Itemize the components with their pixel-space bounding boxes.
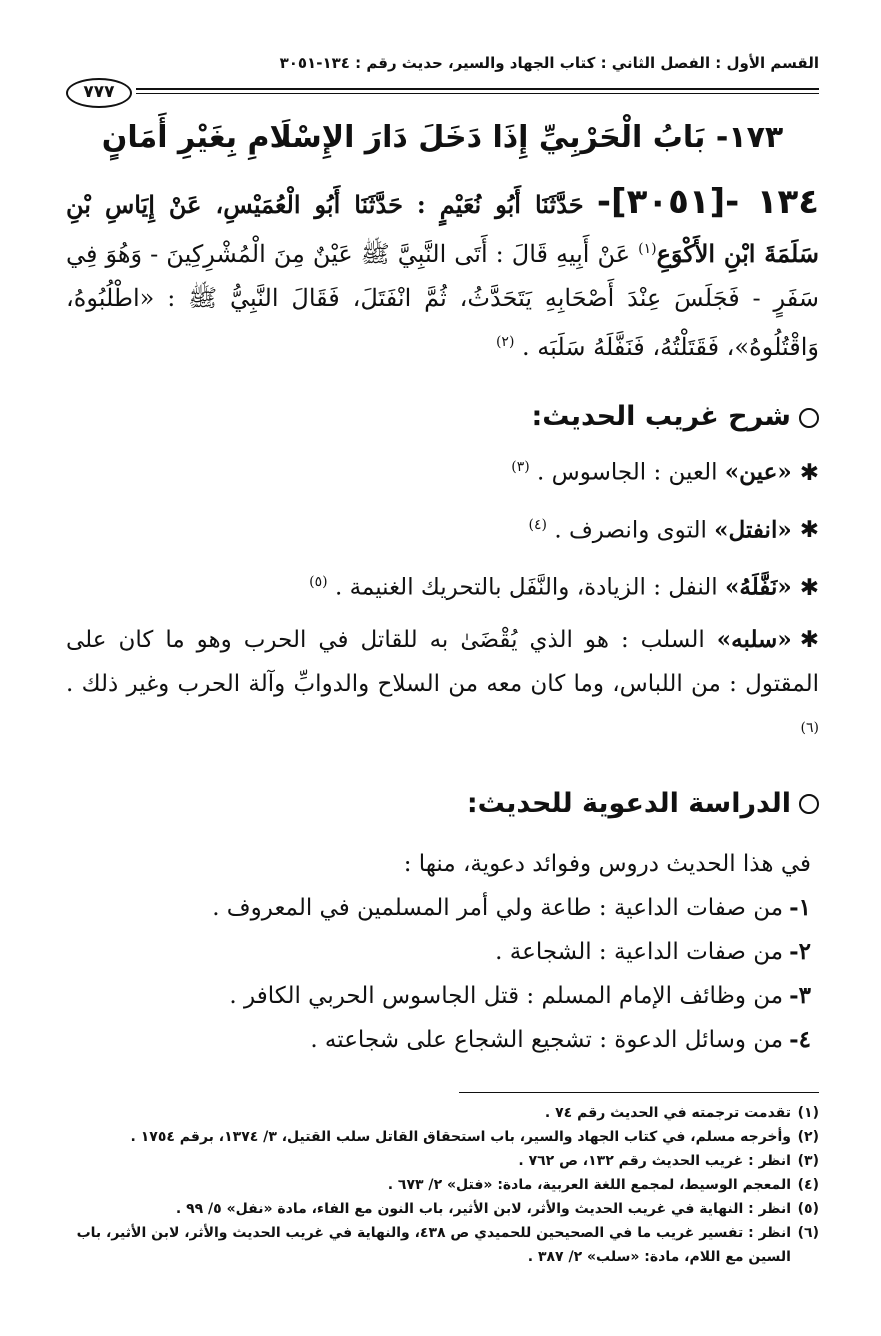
lesson-item bbox=[66, 974, 819, 1018]
footnote-ref[interactable]: (٤) bbox=[528, 516, 548, 533]
dawa-intro: في هذا الحديث دروس وفوائد دعوية، منها : bbox=[403, 850, 811, 877]
hadith-matn: عَنْ أَبِيهِ قَالَ : أَتَى النَّبِيَّ ﷺ عَيْنٌ مِنَ الْمُشْرِكِينَ - وَهُوَ فِي سَفَرٍ - فَجَلَسَ عِنْدَ أَصْحَابِهِ يَتَحَدَّثُ، ثُمَّ انْفَتَلَ، فَقَالَ النَّبِيُّ ﷺ : «اطْلُبُوهُ، وَاقْتُلُوهُ»، فَقَتَلْتُهُ، فَنَفَّلَهُ سَلَبَه . bbox=[66, 240, 819, 361]
lesson-number: ٢- bbox=[789, 937, 811, 965]
asterisk-icon: ✱ bbox=[799, 574, 819, 601]
asterisk-icon: ✱ bbox=[799, 459, 819, 486]
footnote bbox=[66, 1125, 819, 1149]
footnote bbox=[66, 1221, 819, 1269]
footnote bbox=[66, 1197, 819, 1221]
gloss-term: «سلبه» bbox=[716, 625, 792, 653]
header-rule-row bbox=[66, 78, 819, 108]
footnote-ref[interactable]: (٢) bbox=[495, 334, 515, 350]
dawa-heading-text: الدراسة الدعوية للحديث: bbox=[466, 787, 791, 819]
running-header: القسم الأول : الفصل الثاني : كتاب الجهاد والسير، حديث رقم : ١٣٤-٣٠٥١ bbox=[279, 54, 819, 72]
footnote-number: (١) bbox=[797, 1104, 819, 1121]
lesson-number: ١- bbox=[789, 893, 811, 921]
lesson-number: ٤- bbox=[789, 1025, 811, 1053]
lesson-text: من وسائل الدعوة : تشجيع الشجاع على شجاعته . bbox=[310, 1026, 784, 1053]
footnote-text: انظر : تفسير غريب ما في الصحيحين للحميدي ص ٤٣٨، والنهاية في غريب الحديث والأثر، لابن الأثير، باب السين مع اللام، مادة: «سلب» ٢/ ٣٨٧ . bbox=[76, 1224, 791, 1265]
lesson-text: من صفات الداعية : الشجاعة . bbox=[495, 938, 784, 965]
gloss-term: «عين» bbox=[724, 458, 792, 486]
lesson-text: من صفات الداعية : طاعة ولي أمر المسلمين في المعروف . bbox=[212, 894, 784, 921]
lesson-item bbox=[66, 930, 819, 974]
hadith-text bbox=[66, 180, 819, 369]
footnote-ref[interactable]: (٦) bbox=[800, 719, 819, 736]
footnote-ref[interactable]: (٣) bbox=[511, 459, 530, 475]
chapter-title: ١٧٣- بَابُ الْحَرْبِيِّ إِذَا دَخَلَ دَارَ الإِسْلَامِ بِغَيْرِ أَمَانٍ bbox=[101, 120, 784, 155]
gloss-text: النفل : الزيادة، والنَّفَل بالتحريك الغنيمة . bbox=[334, 574, 725, 601]
footnote-separator bbox=[459, 1092, 819, 1093]
gloss-item bbox=[66, 445, 819, 495]
footnote bbox=[66, 1173, 819, 1197]
gloss-text: السلب : هو الذي يُقْضَىٰ به للقاتل في الحرب وهو ما كان على المقتول : من اللباس، وما كان معه من السلاح والدوابِّ وآلة الحرب وغير ذلك . bbox=[66, 626, 819, 697]
gloss-item bbox=[66, 503, 819, 553]
footnote-text: تقدمت ترجمته في الحديث رقم ٧٤ . bbox=[544, 1104, 791, 1121]
gloss-text: العين : الجاسوس . bbox=[537, 459, 725, 486]
gloss-text: التوى وانصرف . bbox=[554, 517, 715, 544]
lesson-number: ٣- bbox=[789, 981, 811, 1009]
footnote-number: (٣) bbox=[797, 1152, 819, 1169]
gloss-item bbox=[66, 618, 819, 756]
footnote-ref[interactable]: (٥) bbox=[309, 574, 328, 591]
gharib-heading bbox=[66, 397, 819, 437]
header-rule bbox=[136, 88, 819, 94]
dawa-heading bbox=[66, 784, 819, 824]
lesson-text: من وظائف الإمام المسلم : قتل الجاسوس الحربي الكافر . bbox=[229, 982, 784, 1009]
footnote bbox=[66, 1101, 819, 1125]
book-page bbox=[66, 52, 819, 1336]
footnote-text: انظر : غريب الحديث رقم ١٣٢، ص ٧٦٢ . bbox=[518, 1152, 791, 1169]
footnote-text: وأخرجه مسلم، في كتاب الجهاد والسير، باب استحقاق القاتل سلب القتيل، ٣/ ١٣٧٤، برقم ١٧٥٤ . bbox=[130, 1128, 791, 1145]
footnote-text: انظر : النهاية في غريب الحديث والأثر، لابن الأثير، باب النون مع الفاء، مادة «نفل» ٥/ ٩٩ . bbox=[175, 1200, 791, 1217]
gloss-term: «انفتل» bbox=[714, 516, 792, 544]
footnote-ref[interactable]: (١) bbox=[638, 241, 657, 257]
asterisk-icon: ✱ bbox=[799, 517, 819, 544]
circle-bullet-icon bbox=[799, 794, 819, 814]
footnote-text: المعجم الوسيط، لمجمع اللغة العربية، مادة: «فتل» ٢/ ٦٧٣ . bbox=[387, 1176, 791, 1193]
footnote bbox=[66, 1149, 819, 1173]
footnote-number: (٤) bbox=[797, 1176, 819, 1193]
footnotes bbox=[66, 1101, 819, 1269]
page-number-badge: ٧٧٧ bbox=[66, 78, 132, 108]
hadith-number: ١٣٤ -[٣٠٥١]- bbox=[596, 182, 819, 222]
circle-bullet-icon bbox=[799, 408, 819, 428]
gloss-item bbox=[66, 560, 819, 610]
footnote-number: (٥) bbox=[797, 1200, 819, 1217]
footnote-number: (٦) bbox=[797, 1224, 819, 1241]
lesson-item bbox=[66, 1018, 819, 1062]
gharib-heading-text: شرح غريب الحديث: bbox=[531, 401, 791, 432]
footnote-number: (٢) bbox=[797, 1128, 819, 1145]
hadith-narrators: حَدَّثَنَا أَبُو نُعَيْمٍ : حَدَّثَنَا أَبُو الْعُمَيْسِ، عَنْ إِيَاسِ بْنِ سَلَمَةَ ابْنِ الأَكْوَعِ bbox=[66, 190, 819, 268]
asterisk-icon: ✱ bbox=[799, 626, 819, 653]
lesson-item bbox=[66, 886, 819, 930]
gloss-term: «نَفَّلَهُ» bbox=[724, 573, 792, 601]
